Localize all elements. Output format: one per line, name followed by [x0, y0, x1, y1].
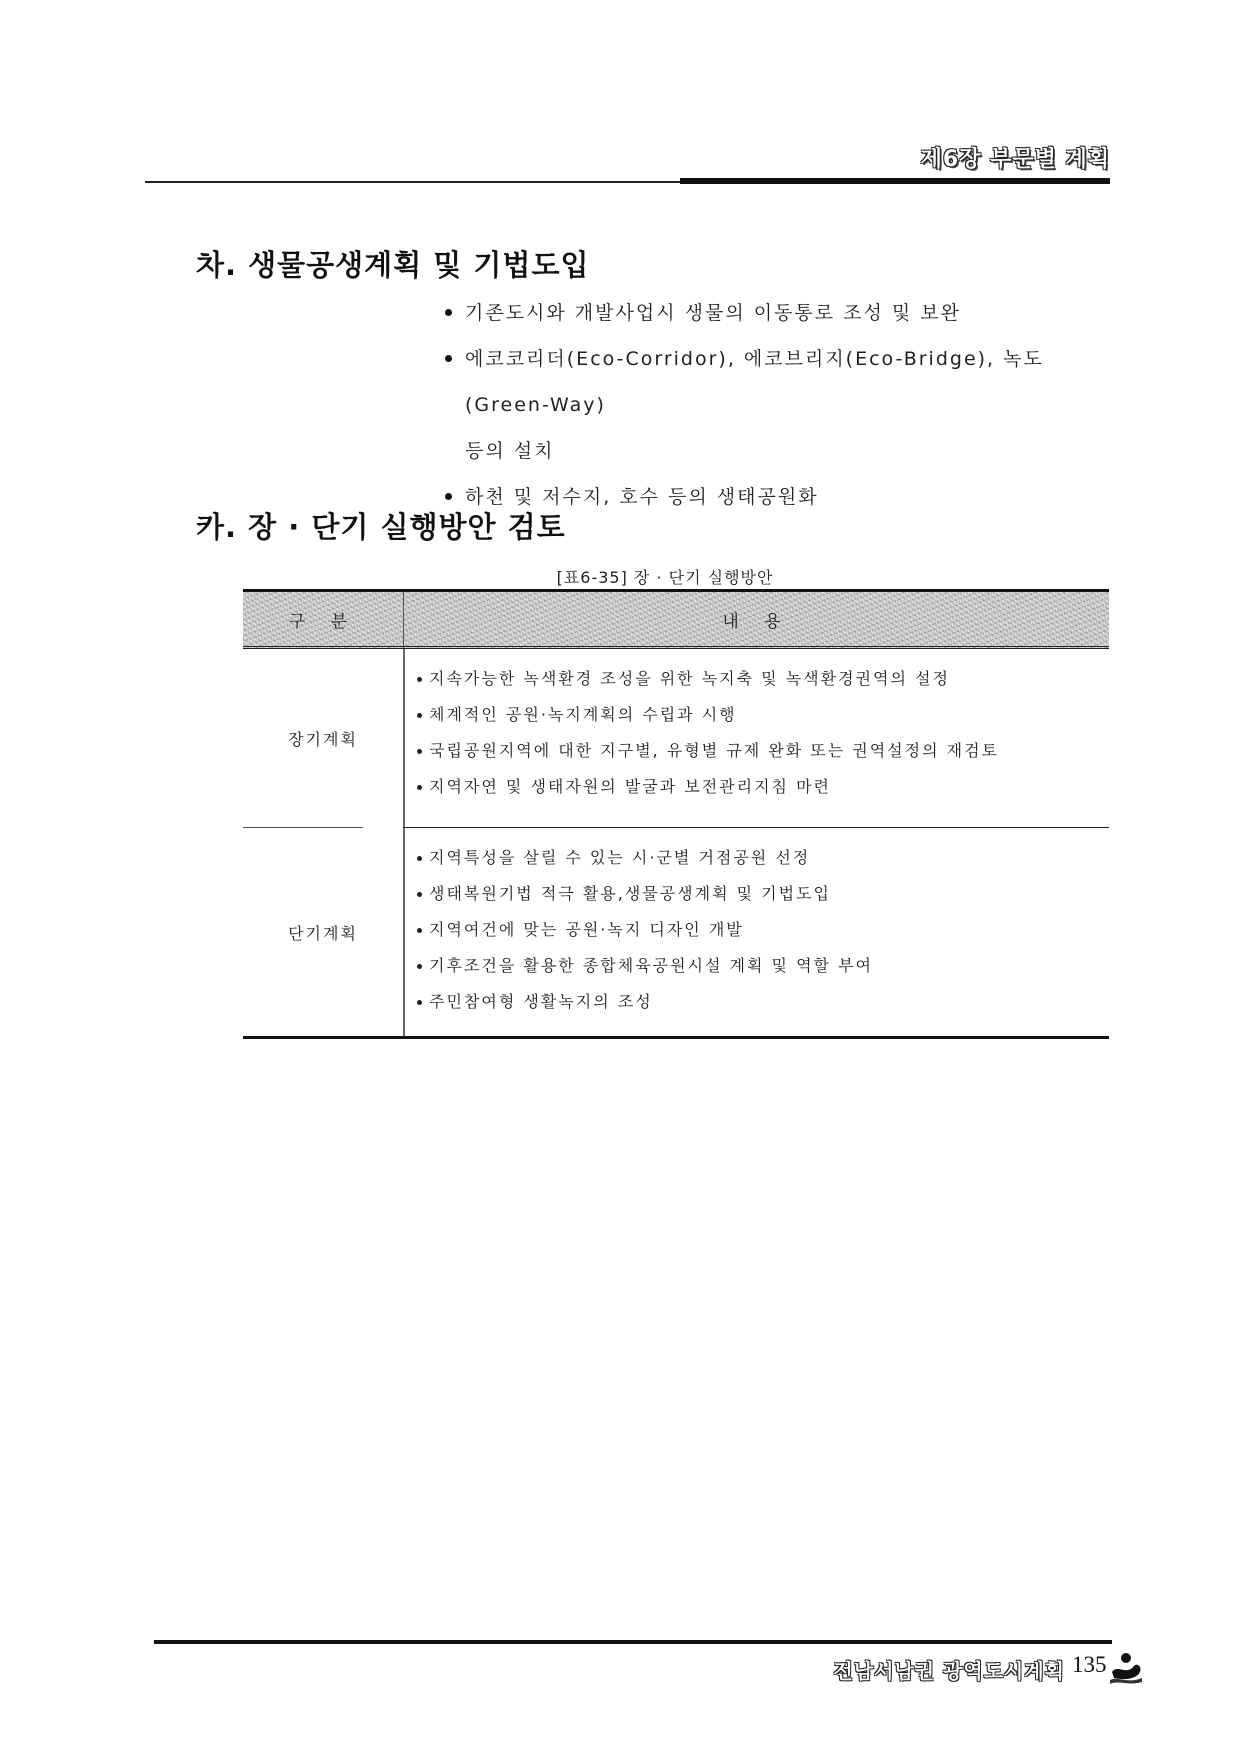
cell-list-item: 국립공원지역에 대한 지구별, 유형별 규제 완화 또는 권역설정의 재검토 [415, 733, 1109, 769]
bullet-icon [417, 785, 422, 790]
bullet-icon [417, 892, 422, 897]
cell-list-item: 생태복원기법 적극 활용,생물공생계획 및 기법도입 [415, 876, 1109, 912]
bullet-icon [445, 309, 452, 316]
header-rule [145, 181, 685, 183]
row-content [405, 828, 1109, 1036]
bullet-icon [445, 355, 452, 362]
cell-list-item: 체계적인 공원·녹지계획의 수립과 시행 [415, 697, 1109, 733]
bullet-icon [417, 1000, 422, 1005]
header-rule-accent [680, 178, 1110, 184]
biotope-bullet-list [445, 290, 1125, 520]
bullet-icon [417, 856, 422, 861]
table-bottom-rule [243, 1036, 1109, 1039]
list-item: 에코코리더(Eco-Corridor), 에코브리지(Eco-Bridge), 녹도(Green-Way) [445, 336, 1125, 428]
column-header-category: 구 분 [243, 592, 404, 646]
footer-plan-title: 전남서남권 광역도시계획 [833, 1659, 1065, 1683]
implementation-table [243, 589, 1109, 1039]
bullet-icon [417, 928, 422, 933]
table-caption: [표6-35] 장 · 단기 실행방안 [556, 568, 774, 587]
table-row [243, 649, 1109, 827]
regional-logo-icon [1108, 1650, 1144, 1686]
list-item: 기존도시와 개발사업시 생물의 이동통로 조성 및 보완 [445, 290, 1125, 336]
list-item: 하천 및 저수지, 호수 등의 생태공원화 [445, 474, 1125, 520]
cell-list-item: 지역자연 및 생태자원의 발굴과 보전관리지침 마련 [415, 769, 1109, 805]
cell-list-item: 주민참여형 생활녹지의 조성 [415, 984, 1109, 1020]
row-category: 단기계획 [243, 828, 405, 1036]
list-item-continuation: 등의 설치 [465, 440, 555, 462]
table-row [243, 828, 1109, 1036]
cell-list-item: 지역여건에 맞는 공원·녹지 디자인 개발 [415, 912, 1109, 948]
page-number: 135 [1072, 1652, 1107, 1677]
footer-rule [154, 1640, 1112, 1644]
table-header-row [243, 592, 1109, 649]
bullet-icon [417, 964, 422, 969]
bullet-icon [417, 749, 422, 754]
row-category: 장기계획 [243, 649, 405, 827]
section-heading-implementation: 카. 장 · 단기 실행방안 검토 [196, 510, 566, 544]
bullet-icon [445, 493, 452, 500]
row-content [405, 649, 1109, 827]
chapter-header: 제6장 부문별 계획 [920, 147, 1110, 172]
bullet-icon [417, 677, 422, 682]
section-heading-biotope: 차. 생물공생계획 및 기법도입 [196, 248, 590, 282]
cell-list-item: 기후조건을 활용한 종합체육공원시설 계획 및 역할 부여 [415, 948, 1109, 984]
cell-list-item: 지속가능한 녹색환경 조성을 위한 녹지축 및 녹색환경권역의 설정 [415, 661, 1109, 697]
cell-list-item: 지역특성을 살릴 수 있는 시·군별 거점공원 선정 [415, 840, 1109, 876]
bullet-icon [417, 713, 422, 718]
column-header-content: 내 용 [722, 611, 791, 632]
